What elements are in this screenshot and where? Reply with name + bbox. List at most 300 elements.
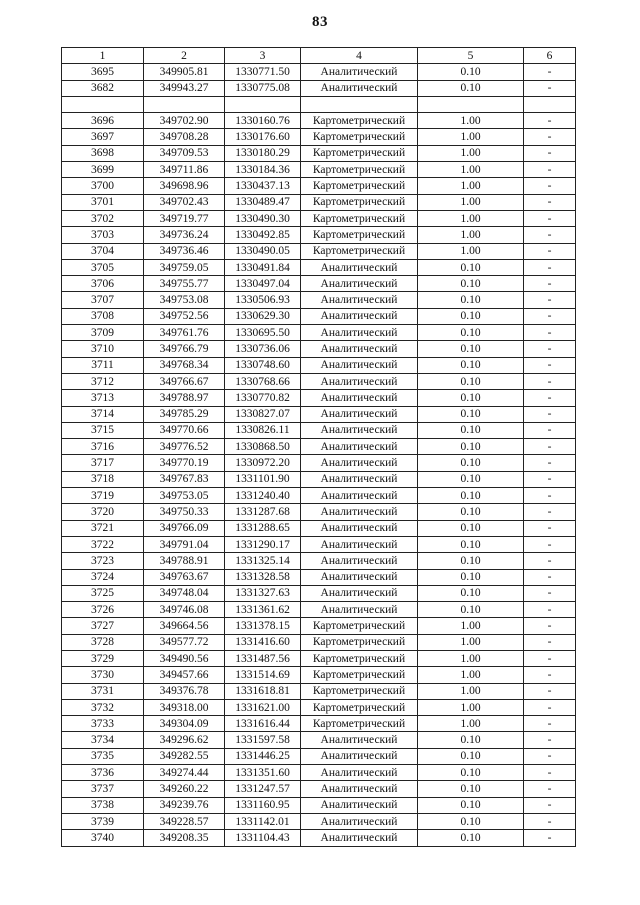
- table-row: [62, 455, 576, 471]
- accuracy-cell: 0.10: [418, 406, 524, 422]
- y-coordinate-cell: 1331621.00: [225, 699, 301, 715]
- y-coordinate-cell: 1330868.50: [225, 439, 301, 455]
- x-coordinate-cell: 349752.56: [144, 308, 225, 324]
- y-coordinate-cell: 1330771.50: [225, 64, 301, 80]
- method-cell: Аналитический: [301, 406, 418, 422]
- note-cell: -: [524, 520, 576, 536]
- point-number-cell: 3713: [62, 390, 144, 406]
- x-coordinate-cell: 349770.66: [144, 422, 225, 438]
- point-number-cell: 3716: [62, 439, 144, 455]
- table-row: [62, 357, 576, 373]
- table-row: [62, 813, 576, 829]
- x-coordinate-cell: 349228.57: [144, 813, 225, 829]
- y-coordinate-cell: 1331416.60: [225, 634, 301, 650]
- point-number-cell: 3703: [62, 227, 144, 243]
- table-row: [62, 650, 576, 666]
- page-number: 83: [312, 14, 328, 30]
- method-cell: Аналитический: [301, 520, 418, 536]
- method-cell: Аналитический: [301, 308, 418, 324]
- point-number-cell: 3731: [62, 683, 144, 699]
- point-number-cell: 3735: [62, 748, 144, 764]
- accuracy-cell: 1.00: [418, 178, 524, 194]
- table-row: [62, 569, 576, 585]
- note-cell: -: [524, 80, 576, 96]
- accuracy-cell: 0.10: [418, 471, 524, 487]
- point-number-cell: 3695: [62, 64, 144, 80]
- point-number-cell: 3738: [62, 797, 144, 813]
- table-row: [62, 406, 576, 422]
- method-cell: Аналитический: [301, 471, 418, 487]
- x-coordinate-cell: 349785.29: [144, 406, 225, 422]
- point-number-cell: 3726: [62, 602, 144, 618]
- accuracy-cell: 0.10: [418, 602, 524, 618]
- point-number-cell: 3702: [62, 210, 144, 226]
- point-number-cell: 3708: [62, 308, 144, 324]
- accuracy-cell: 0.10: [418, 373, 524, 389]
- x-coordinate-cell: 349709.53: [144, 145, 225, 161]
- y-coordinate-cell: 1330497.04: [225, 276, 301, 292]
- x-coordinate-cell: 349239.76: [144, 797, 225, 813]
- note-cell: -: [524, 439, 576, 455]
- column-header-6: 6: [524, 48, 576, 64]
- accuracy-cell: 0.10: [418, 341, 524, 357]
- y-coordinate-cell: 1330160.76: [225, 113, 301, 129]
- accuracy-cell: [418, 96, 524, 112]
- accuracy-cell: 0.10: [418, 553, 524, 569]
- note-cell: -: [524, 748, 576, 764]
- y-coordinate-cell: 1330180.29: [225, 145, 301, 161]
- table-row: [62, 325, 576, 341]
- x-coordinate-cell: 349788.91: [144, 553, 225, 569]
- accuracy-cell: 0.10: [418, 259, 524, 275]
- y-coordinate-cell: 1331597.58: [225, 732, 301, 748]
- method-cell: Картометрический: [301, 243, 418, 259]
- method-cell: Картометрический: [301, 716, 418, 732]
- column-header-5: 5: [418, 48, 524, 64]
- method-cell: Картометрический: [301, 699, 418, 715]
- accuracy-cell: 1.00: [418, 667, 524, 683]
- table-row: [62, 113, 576, 129]
- point-number-cell: 3721: [62, 520, 144, 536]
- note-cell: -: [524, 357, 576, 373]
- method-cell: Аналитический: [301, 553, 418, 569]
- column-header-1: 1: [62, 48, 144, 64]
- accuracy-cell: 0.10: [418, 64, 524, 80]
- method-cell: Аналитический: [301, 373, 418, 389]
- method-cell: Аналитический: [301, 341, 418, 357]
- point-number-cell: 3739: [62, 813, 144, 829]
- method-cell: Картометрический: [301, 178, 418, 194]
- x-coordinate-cell: 349770.19: [144, 455, 225, 471]
- accuracy-cell: 0.10: [418, 276, 524, 292]
- note-cell: -: [524, 797, 576, 813]
- x-coordinate-cell: 349702.43: [144, 194, 225, 210]
- note-cell: -: [524, 341, 576, 357]
- x-coordinate-cell: 349766.79: [144, 341, 225, 357]
- note-cell: -: [524, 732, 576, 748]
- point-number-cell: 3718: [62, 471, 144, 487]
- accuracy-cell: 0.10: [418, 422, 524, 438]
- method-cell: Аналитический: [301, 259, 418, 275]
- point-number-cell: 3737: [62, 781, 144, 797]
- y-coordinate-cell: 1331101.90: [225, 471, 301, 487]
- table-row: [62, 765, 576, 781]
- point-number-cell: 3706: [62, 276, 144, 292]
- x-coordinate-cell: 349736.46: [144, 243, 225, 259]
- table-row: [62, 259, 576, 275]
- y-coordinate-cell: 1331240.40: [225, 488, 301, 504]
- note-cell: -: [524, 650, 576, 666]
- note-cell: -: [524, 536, 576, 552]
- table-row: [62, 781, 576, 797]
- table-row: [62, 504, 576, 520]
- point-number-cell: 3729: [62, 650, 144, 666]
- table-body: [62, 64, 576, 846]
- y-coordinate-cell: 1330437.13: [225, 178, 301, 194]
- x-coordinate-cell: 349698.96: [144, 178, 225, 194]
- method-cell: Картометрический: [301, 210, 418, 226]
- accuracy-cell: 0.10: [418, 292, 524, 308]
- accuracy-cell: 0.10: [418, 585, 524, 601]
- table-row: [62, 618, 576, 634]
- method-cell: Аналитический: [301, 781, 418, 797]
- y-coordinate-cell: 1331378.15: [225, 618, 301, 634]
- accuracy-cell: 0.10: [418, 781, 524, 797]
- accuracy-cell: 0.10: [418, 504, 524, 520]
- accuracy-cell: 1.00: [418, 243, 524, 259]
- accuracy-cell: 1.00: [418, 650, 524, 666]
- note-cell: -: [524, 618, 576, 634]
- point-number-cell: 3725: [62, 585, 144, 601]
- table-row: [62, 748, 576, 764]
- y-coordinate-cell: 1330489.47: [225, 194, 301, 210]
- accuracy-cell: 1.00: [418, 683, 524, 699]
- table-row: [62, 292, 576, 308]
- y-coordinate-cell: 1331287.68: [225, 504, 301, 520]
- accuracy-cell: 0.10: [418, 325, 524, 341]
- x-coordinate-cell: 349260.22: [144, 781, 225, 797]
- y-coordinate-cell: 1331514.69: [225, 667, 301, 683]
- x-coordinate-cell: 349664.56: [144, 618, 225, 634]
- point-number-cell: 3699: [62, 162, 144, 178]
- table-row: [62, 373, 576, 389]
- table-row: [62, 439, 576, 455]
- table-row: [62, 536, 576, 552]
- y-coordinate-cell: 1330176.60: [225, 129, 301, 145]
- x-coordinate-cell: 349702.90: [144, 113, 225, 129]
- accuracy-cell: 1.00: [418, 716, 524, 732]
- accuracy-cell: 1.00: [418, 618, 524, 634]
- accuracy-cell: 0.10: [418, 732, 524, 748]
- x-coordinate-cell: 349748.04: [144, 585, 225, 601]
- accuracy-cell: 1.00: [418, 113, 524, 129]
- note-cell: -: [524, 390, 576, 406]
- note-cell: -: [524, 178, 576, 194]
- table-row: [62, 667, 576, 683]
- note-cell: -: [524, 210, 576, 226]
- accuracy-cell: 0.10: [418, 569, 524, 585]
- method-cell: Картометрический: [301, 650, 418, 666]
- note-cell: -: [524, 145, 576, 161]
- point-number-cell: 3724: [62, 569, 144, 585]
- accuracy-cell: 0.10: [418, 520, 524, 536]
- y-coordinate-cell: 1330492.85: [225, 227, 301, 243]
- note-cell: -: [524, 488, 576, 504]
- note-cell: -: [524, 634, 576, 650]
- x-coordinate-cell: 349761.76: [144, 325, 225, 341]
- x-coordinate-cell: 349759.05: [144, 259, 225, 275]
- y-coordinate-cell: 1330826.11: [225, 422, 301, 438]
- table-row: [62, 227, 576, 243]
- column-header-3: 3: [225, 48, 301, 64]
- y-coordinate-cell: 1331290.17: [225, 536, 301, 552]
- accuracy-cell: 1.00: [418, 162, 524, 178]
- note-cell: -: [524, 422, 576, 438]
- x-coordinate-cell: 349304.09: [144, 716, 225, 732]
- method-cell: Аналитический: [301, 439, 418, 455]
- note-cell: -: [524, 276, 576, 292]
- point-number-cell: 3707: [62, 292, 144, 308]
- note-cell: -: [524, 243, 576, 259]
- method-cell: Аналитический: [301, 748, 418, 764]
- point-number-cell: 3723: [62, 553, 144, 569]
- method-cell: Аналитический: [301, 765, 418, 781]
- point-number-cell: 3698: [62, 145, 144, 161]
- x-coordinate-cell: 349736.24: [144, 227, 225, 243]
- accuracy-cell: 0.10: [418, 797, 524, 813]
- accuracy-cell: 0.10: [418, 439, 524, 455]
- x-coordinate-cell: 349318.00: [144, 699, 225, 715]
- point-number-cell: 3722: [62, 536, 144, 552]
- x-coordinate-cell: 349711.86: [144, 162, 225, 178]
- y-coordinate-cell: 1331328.58: [225, 569, 301, 585]
- x-coordinate-cell: 349708.28: [144, 129, 225, 145]
- method-cell: Картометрический: [301, 683, 418, 699]
- note-cell: -: [524, 504, 576, 520]
- table-row: [62, 64, 576, 80]
- table-row: [62, 129, 576, 145]
- column-header-4: 4: [301, 48, 418, 64]
- x-coordinate-cell: 349719.77: [144, 210, 225, 226]
- note-cell: -: [524, 194, 576, 210]
- accuracy-cell: 0.10: [418, 357, 524, 373]
- x-coordinate-cell: 349746.08: [144, 602, 225, 618]
- point-number-cell: 3727: [62, 618, 144, 634]
- note-cell: -: [524, 455, 576, 471]
- table-row: [62, 276, 576, 292]
- y-coordinate-cell: 1330490.05: [225, 243, 301, 259]
- point-number-cell: 3696: [62, 113, 144, 129]
- table-row: [62, 471, 576, 487]
- method-cell: [301, 96, 418, 112]
- point-number-cell: 3704: [62, 243, 144, 259]
- y-coordinate-cell: 1331616.44: [225, 716, 301, 732]
- note-cell: -: [524, 667, 576, 683]
- x-coordinate-cell: 349768.34: [144, 357, 225, 373]
- note-cell: -: [524, 292, 576, 308]
- point-number-cell: 3711: [62, 357, 144, 373]
- point-number-cell: 3714: [62, 406, 144, 422]
- accuracy-cell: 0.10: [418, 455, 524, 471]
- point-number-cell: 3733: [62, 716, 144, 732]
- table-row: [62, 830, 576, 846]
- y-coordinate-cell: 1330490.30: [225, 210, 301, 226]
- method-cell: Аналитический: [301, 732, 418, 748]
- y-coordinate-cell: [225, 96, 301, 112]
- note-cell: -: [524, 113, 576, 129]
- method-cell: Картометрический: [301, 194, 418, 210]
- y-coordinate-cell: 1330770.82: [225, 390, 301, 406]
- method-cell: Аналитический: [301, 569, 418, 585]
- x-coordinate-cell: 349766.09: [144, 520, 225, 536]
- method-cell: Картометрический: [301, 634, 418, 650]
- accuracy-cell: 1.00: [418, 699, 524, 715]
- y-coordinate-cell: 1331618.81: [225, 683, 301, 699]
- method-cell: Картометрический: [301, 129, 418, 145]
- table-row: [62, 634, 576, 650]
- note-cell: -: [524, 308, 576, 324]
- point-number-cell: 3720: [62, 504, 144, 520]
- table-row: [62, 699, 576, 715]
- point-number-cell: 3712: [62, 373, 144, 389]
- accuracy-cell: 1.00: [418, 145, 524, 161]
- column-header-2: 2: [144, 48, 225, 64]
- method-cell: Аналитический: [301, 357, 418, 373]
- x-coordinate-cell: 349274.44: [144, 765, 225, 781]
- x-coordinate-cell: 349763.67: [144, 569, 225, 585]
- y-coordinate-cell: 1331104.43: [225, 830, 301, 846]
- x-coordinate-cell: 349905.81: [144, 64, 225, 80]
- note-cell: -: [524, 585, 576, 601]
- point-number-cell: 3705: [62, 259, 144, 275]
- method-cell: Картометрический: [301, 667, 418, 683]
- table-row: [62, 243, 576, 259]
- point-number-cell: 3732: [62, 699, 144, 715]
- note-cell: -: [524, 781, 576, 797]
- table-row: [62, 308, 576, 324]
- point-number-cell: 3697: [62, 129, 144, 145]
- method-cell: Аналитический: [301, 813, 418, 829]
- x-coordinate-cell: 349282.55: [144, 748, 225, 764]
- note-cell: -: [524, 406, 576, 422]
- note-cell: [524, 96, 576, 112]
- accuracy-cell: 0.10: [418, 536, 524, 552]
- method-cell: Аналитический: [301, 585, 418, 601]
- method-cell: Аналитический: [301, 80, 418, 96]
- method-cell: Картометрический: [301, 618, 418, 634]
- method-cell: Аналитический: [301, 830, 418, 846]
- table-row: [62, 602, 576, 618]
- method-cell: Аналитический: [301, 64, 418, 80]
- y-coordinate-cell: 1331487.56: [225, 650, 301, 666]
- y-coordinate-cell: 1330972.20: [225, 455, 301, 471]
- x-coordinate-cell: 349776.52: [144, 439, 225, 455]
- accuracy-cell: 1.00: [418, 129, 524, 145]
- y-coordinate-cell: 1330748.60: [225, 357, 301, 373]
- table-row: [62, 162, 576, 178]
- table-row: [62, 797, 576, 813]
- method-cell: Аналитический: [301, 422, 418, 438]
- table-row: [62, 390, 576, 406]
- method-cell: Аналитический: [301, 504, 418, 520]
- point-number-cell: 3709: [62, 325, 144, 341]
- x-coordinate-cell: 349788.97: [144, 390, 225, 406]
- method-cell: Аналитический: [301, 390, 418, 406]
- method-cell: Картометрический: [301, 145, 418, 161]
- point-number-cell: 3730: [62, 667, 144, 683]
- method-cell: Картометрический: [301, 162, 418, 178]
- x-coordinate-cell: 349791.04: [144, 536, 225, 552]
- x-coordinate-cell: 349943.27: [144, 80, 225, 96]
- note-cell: -: [524, 259, 576, 275]
- y-coordinate-cell: 1331142.01: [225, 813, 301, 829]
- accuracy-cell: 0.10: [418, 488, 524, 504]
- y-coordinate-cell: 1330768.66: [225, 373, 301, 389]
- method-cell: Аналитический: [301, 325, 418, 341]
- note-cell: -: [524, 699, 576, 715]
- note-cell: -: [524, 227, 576, 243]
- note-cell: -: [524, 373, 576, 389]
- table-row: [62, 488, 576, 504]
- y-coordinate-cell: 1330736.06: [225, 341, 301, 357]
- table-row: [62, 585, 576, 601]
- accuracy-cell: 1.00: [418, 227, 524, 243]
- table-row: [62, 96, 576, 112]
- accuracy-cell: 0.10: [418, 765, 524, 781]
- y-coordinate-cell: 1331446.25: [225, 748, 301, 764]
- coordinates-table: [61, 47, 576, 847]
- x-coordinate-cell: 349753.05: [144, 488, 225, 504]
- note-cell: -: [524, 64, 576, 80]
- table-row: [62, 732, 576, 748]
- x-coordinate-cell: 349457.66: [144, 667, 225, 683]
- x-coordinate-cell: 349766.67: [144, 373, 225, 389]
- x-coordinate-cell: 349755.77: [144, 276, 225, 292]
- table-row: [62, 80, 576, 96]
- note-cell: -: [524, 129, 576, 145]
- method-cell: Аналитический: [301, 455, 418, 471]
- table-header-row: [62, 48, 576, 64]
- table-row: [62, 683, 576, 699]
- method-cell: Аналитический: [301, 602, 418, 618]
- y-coordinate-cell: 1331327.63: [225, 585, 301, 601]
- note-cell: -: [524, 765, 576, 781]
- accuracy-cell: 0.10: [418, 748, 524, 764]
- table-row: [62, 178, 576, 194]
- method-cell: Аналитический: [301, 536, 418, 552]
- table-row: [62, 553, 576, 569]
- y-coordinate-cell: 1331351.60: [225, 765, 301, 781]
- x-coordinate-cell: 349767.83: [144, 471, 225, 487]
- y-coordinate-cell: 1330184.36: [225, 162, 301, 178]
- accuracy-cell: 1.00: [418, 210, 524, 226]
- method-cell: Аналитический: [301, 292, 418, 308]
- x-coordinate-cell: 349376.78: [144, 683, 225, 699]
- x-coordinate-cell: 349753.08: [144, 292, 225, 308]
- x-coordinate-cell: [144, 96, 225, 112]
- accuracy-cell: 0.10: [418, 390, 524, 406]
- table-row: [62, 716, 576, 732]
- accuracy-cell: 0.10: [418, 830, 524, 846]
- table-row: [62, 520, 576, 536]
- y-coordinate-cell: 1330695.50: [225, 325, 301, 341]
- accuracy-cell: 0.10: [418, 80, 524, 96]
- table-row: [62, 194, 576, 210]
- y-coordinate-cell: 1330506.93: [225, 292, 301, 308]
- note-cell: -: [524, 471, 576, 487]
- point-number-cell: 3701: [62, 194, 144, 210]
- y-coordinate-cell: 1331361.62: [225, 602, 301, 618]
